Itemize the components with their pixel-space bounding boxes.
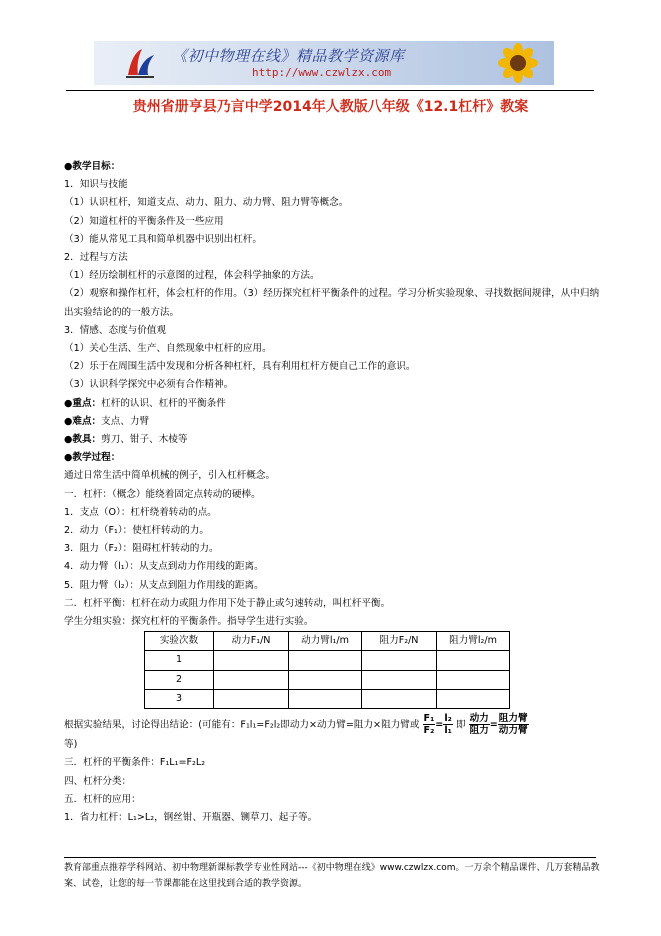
experiment-table	[144, 631, 510, 709]
table-row	[145, 651, 510, 670]
after-line: 三．杠杆的平衡条件：F₁L₁=F₂L₂	[64, 757, 206, 769]
site-banner	[94, 41, 554, 85]
goal-line: 2．过程与方法	[64, 252, 128, 264]
fraction-denominator: F₂	[423, 725, 435, 737]
table-cell	[214, 651, 289, 670]
key-point-text: 杠杆的认识、杠杆的平衡条件	[101, 397, 226, 409]
table-cell	[437, 670, 510, 689]
fraction-numerator: 阻力臂	[498, 713, 528, 725]
fraction-numerator: F₁	[423, 713, 435, 725]
key-point-line	[64, 395, 604, 413]
goal-line: （1）经历绘制杠杆的示意图的过程，体会科学抽象的方法。	[64, 270, 320, 282]
goal-line: （3）能从常见工具和简单机器中识别出杠杆。	[64, 233, 262, 245]
goal-line: 1．知识与技能	[64, 179, 128, 191]
process-line: 4．动力臂（l₁）：从支点到动力作用线的距离。	[64, 561, 264, 573]
table-cell	[289, 670, 362, 689]
table-header: 阻力F₂/N	[362, 632, 437, 651]
site-logo-icon	[122, 45, 158, 81]
process-line: 3．阻力（F₂）：阻碍杠杆转动的力。	[64, 543, 219, 555]
ratio-arm-words	[498, 713, 529, 736]
footer-divider	[64, 857, 596, 858]
table-cell	[289, 689, 362, 708]
fraction-denominator: 动力臂	[498, 725, 528, 737]
header-divider	[66, 90, 594, 91]
goal-line: （3）认识科学探究中必须有合作精神。	[64, 379, 234, 391]
table-header: 实验次数	[145, 632, 214, 651]
goal-line: （2）知道杠杆的平衡条件及一些应用	[64, 215, 224, 227]
process-line: 学生分组实验：探究杠杆的平衡条件。指导学生进行实验。	[64, 616, 314, 628]
table-header: 动力臂l₁/m	[289, 632, 362, 651]
ratio-force	[423, 713, 436, 736]
table-row	[145, 689, 510, 708]
process-line: 1．支点（O）：杠杆绕着转动的点。	[64, 506, 217, 518]
table-cell	[362, 689, 437, 708]
ratio-force-words	[469, 713, 490, 736]
table-cell	[214, 670, 289, 689]
fraction-numerator: l₂	[444, 713, 452, 725]
goal-line: 3．情感、态度与价值观	[64, 324, 167, 336]
conclusion-prefix: 根据实验结果，讨论得出结论：(可能有：F₁l₁=F₂l₂即动力×动力臂=阻力×阻力臂或	[64, 719, 420, 731]
key-point-label: ●重点：	[64, 397, 102, 409]
banner-url[interactable]: http://www.czwlzx.com	[252, 66, 392, 79]
section-heading-goals: ●教学目标：	[64, 161, 121, 172]
section-heading-process: ●教学过程：	[64, 452, 121, 464]
page-footer: 教育部重点推荐学科网站、初中物理新课标教学专业性网站---《初中物理在线》www.czwlzx.com。一万余个精品课件、几万套精品教案、试卷，让您的每一节课都能在这里找到合适的教学资源。	[64, 863, 600, 889]
process-line: 一．杠杆：（概念）能绕着固定点转动的硬棒。	[64, 488, 261, 500]
table-cell: 1	[145, 651, 214, 670]
table-cell: 3	[145, 689, 214, 708]
fraction-numerator: 动力	[469, 713, 489, 725]
document-title: 贵州省册亨县乃言中学2014年人教版八年级《12.1杠杆》教案	[132, 99, 529, 115]
difficult-point-text: 支点、力臂	[101, 415, 150, 427]
table-header-row	[145, 632, 510, 651]
process-line: 二．杠杆平衡：杠杆在动力或阻力作用下处于静止或匀速转动，叫杠杆平衡。	[64, 597, 391, 609]
process-line: 2．动力（F₁）：使杠杆转动的力。	[64, 525, 209, 537]
table-header: 动力F₁/N	[214, 632, 289, 651]
table-cell: 2	[145, 670, 214, 689]
conclusion-suffix: 等)	[64, 739, 78, 751]
teaching-tools-label: ●教具：	[64, 434, 102, 446]
conclusion-mid: 即	[455, 719, 466, 731]
after-line: 四、杠杆分类：	[64, 775, 132, 787]
table-row	[145, 670, 510, 689]
table-cell	[289, 651, 362, 670]
banner-title: 《初中物理在线》精品教学资源库	[172, 47, 405, 65]
document-body	[64, 158, 604, 827]
goal-line: （1）认识杠杆，知道支点、动力、阻力、动力臂、阻力臂等概念。	[64, 197, 349, 209]
teaching-tools-line	[64, 431, 604, 449]
after-line: 1．省力杠杆：L₁>L₂，钢丝钳、开瓶器、铡草刀、起子等。	[64, 811, 318, 823]
table-cell	[437, 689, 510, 708]
fraction-denominator: 阻力	[469, 725, 489, 737]
process-line: 5．阻力臂（l₂）：从支点到阻力作用线的距离。	[64, 579, 264, 591]
conclusion-line	[64, 713, 604, 736]
difficult-point-line	[64, 413, 604, 431]
goal-line: （2）观察和操作杠杆，体会杠杆的作用。（3）经历探究杠杆平衡条件的过程。学习分析实验现象、寻找数据间规律，从中归纳出实验结论的的一般方法。	[64, 288, 600, 318]
table-cell	[362, 651, 437, 670]
table-cell	[214, 689, 289, 708]
equals-sign: =	[489, 719, 498, 731]
table-cell	[437, 651, 510, 670]
sunflower-icon	[488, 43, 548, 83]
ratio-arm	[443, 713, 453, 736]
process-line: 通过日常生活中简单机械的例子，引入杠杆概念。	[64, 470, 276, 482]
difficult-point-label: ●难点：	[64, 415, 102, 427]
goal-line: （1）关心生活、生产、自然现象中杠杆的应用。	[64, 343, 272, 355]
after-line: 五．杠杆的应用：	[64, 793, 141, 805]
table-cell	[362, 670, 437, 689]
table-header: 阻力臂l₂/m	[437, 632, 510, 651]
goal-line: （2）乐于在周围生活中发现和分析各种杠杆，具有利用杠杆方便自己工作的意识。	[64, 361, 416, 373]
fraction-denominator: l₁	[444, 725, 452, 737]
equals-sign: =	[435, 719, 444, 731]
teaching-tools-text: 剪刀、钳子、木棱等	[101, 434, 188, 446]
